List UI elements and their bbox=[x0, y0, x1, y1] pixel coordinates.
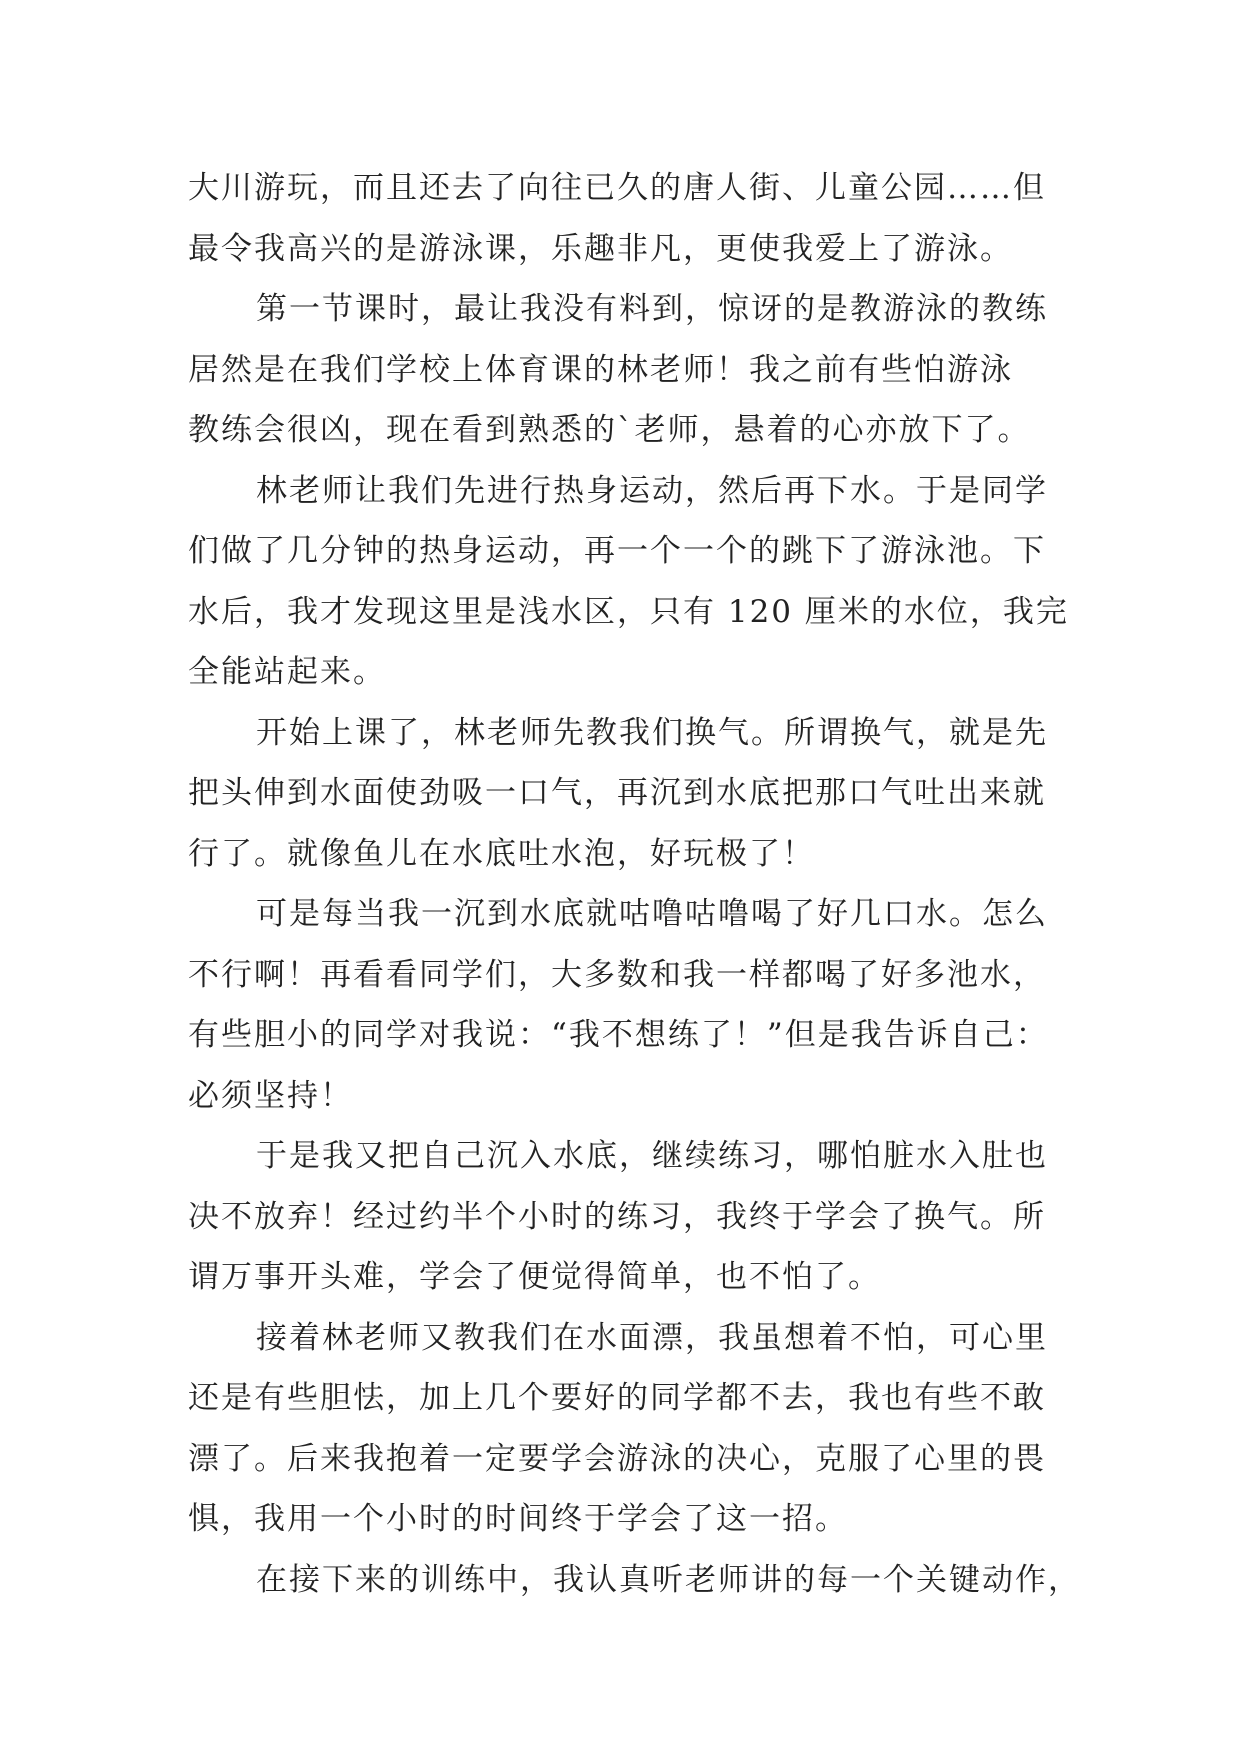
text-line: 谓万事开头难，学会了便觉得简单，也不怕了。 bbox=[188, 1259, 881, 1295]
text-line: 有些胆小的同学对我说：“我不想练了！”但是我告诉自己： bbox=[188, 1017, 1049, 1053]
text-line: 全能站起来。 bbox=[188, 654, 386, 690]
paragraph-start-line: 林老师让我们先进行热身运动，然后再下水。于是同学 bbox=[256, 472, 1048, 509]
text-line: 大川游玩，而且还去了向往已久的唐人街、儿童公园……但 bbox=[188, 170, 1046, 206]
paragraph-start-line: 第一节课时，最让我没有料到，惊讶的是教游泳的教练 bbox=[256, 291, 1048, 327]
text-line: 居然是在我们学校上体育课的林老师！我之前有些怕游泳 bbox=[188, 351, 1013, 388]
text-line: 必须坚持！ bbox=[188, 1077, 353, 1114]
essay-body bbox=[188, 158, 1081, 1610]
paragraph-start-line: 在接下来的训练中，我认真听老师讲的每一个关键动作， bbox=[256, 1561, 1081, 1598]
text-line: 决不放弃！经过约半个小时的练习，我终于学会了换气。所 bbox=[188, 1198, 1046, 1235]
text-line: 行了。就像鱼儿在水底吐水泡，好玩极了！ bbox=[188, 835, 815, 872]
text-line: 最令我高兴的是游泳课，乐趣非凡，更使我爱上了游泳。 bbox=[188, 230, 1013, 267]
paragraph-start-line: 开始上课了，林老师先教我们换气。所谓换气，就是先 bbox=[256, 714, 1048, 751]
text-line: 把头伸到水面使劲吸一口气，再沉到水底把那口气吐出来就 bbox=[188, 775, 1046, 811]
text-line: 还是有些胆怯，加上几个要好的同学都不去，我也有些不敢 bbox=[188, 1380, 1046, 1416]
text-line: 教练会很凶，现在看到熟悉的`老师，悬着的心亦放下了。 bbox=[188, 412, 1031, 448]
text-line: 们做了几分钟的热身运动，再一个一个的跳下了游泳池。下 bbox=[188, 533, 1046, 569]
paragraph-start-line: 可是每当我一沉到水底就咕噜咕噜喝了好几口水。怎么 bbox=[256, 896, 1048, 932]
text-line: 水后，我才发现这里是浅水区，只有 120 厘米的水位，我完 bbox=[188, 593, 1069, 630]
text-line: 漂了。后来我抱着一定要学会游泳的决心，克服了心里的畏 bbox=[188, 1440, 1046, 1477]
paragraph-start-line: 于是我又把自己沉入水底，继续练习，哪怕脏水入肚也 bbox=[256, 1138, 1048, 1174]
text-line: 惧，我用一个小时的时间终于学会了这一招。 bbox=[188, 1501, 848, 1537]
paragraph-start-line: 接着林老师又教我们在水面漂，我虽想着不怕，可心里 bbox=[256, 1319, 1048, 1356]
text-line: 不行啊！再看看同学们，大多数和我一样都喝了好多池水， bbox=[188, 956, 1046, 993]
